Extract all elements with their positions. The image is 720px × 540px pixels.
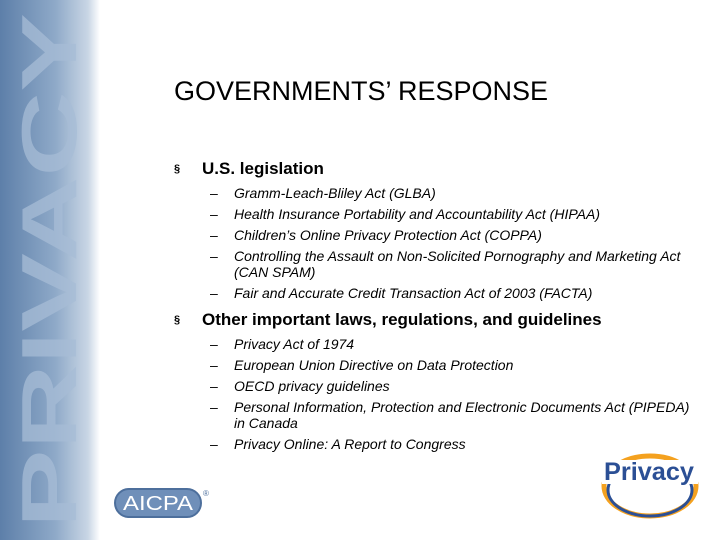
- list-item: [170, 358, 700, 374]
- list-item: [170, 207, 700, 223]
- side-word-privacy: [0, 0, 100, 540]
- other-laws-list: [170, 337, 700, 452]
- list-item-text: Personal Information, Protection and Electronic Documents Act (PIPEDA) in Canada: [234, 399, 690, 431]
- slide-title: GOVERNMENTS’ RESPONSE: [174, 76, 549, 106]
- dash-marker: –: [210, 206, 218, 222]
- us-legislation-list: [170, 186, 700, 301]
- section-heading-text: U.S. legislation: [202, 159, 324, 178]
- registered-mark: ®: [203, 489, 209, 498]
- bullet-marker: §: [174, 163, 181, 175]
- dash-marker: –: [210, 399, 218, 415]
- list-item-text: Privacy Act of 1974: [234, 336, 355, 352]
- dash-marker: –: [210, 227, 218, 243]
- dash-marker: –: [210, 284, 218, 301]
- aicpa-logo-text: AICPA: [123, 493, 194, 515]
- privacy-logo-text: Privacy: [604, 458, 695, 486]
- list-item-text: Gramm-Leach-Bliley Act (GLBA): [234, 185, 436, 201]
- list-item-text: Privacy Online: A Report to Congress: [234, 435, 466, 452]
- list-item-text: Controlling the Assault on Non-Solicited Pornography and Marketing Act (CAN SPAM): [234, 248, 681, 280]
- section-heading-us: [170, 158, 700, 180]
- list-item-text: European Union Directive on Data Protection: [234, 357, 514, 373]
- list-item: [170, 400, 700, 431]
- aicpa-logo: [113, 487, 213, 519]
- list-item-text: Children’s Online Privacy Protection Act (COPPA): [234, 227, 542, 243]
- list-item: [170, 286, 700, 302]
- section-heading-other: [170, 309, 700, 331]
- list-item: [170, 249, 700, 280]
- dash-marker: –: [210, 435, 218, 452]
- list-item-text: Health Insurance Portability and Accountability Act (HIPAA): [234, 206, 600, 222]
- side-word-text: PRIVACY: [5, 187, 93, 528]
- dash-marker: –: [210, 357, 218, 373]
- dash-marker: –: [210, 336, 218, 352]
- section-heading-text: Other important laws, regulations, and guidelines: [202, 310, 602, 329]
- list-item: [170, 337, 700, 353]
- list-item: [170, 379, 700, 395]
- dash-marker: –: [210, 185, 218, 201]
- bullet-marker: §: [174, 314, 181, 326]
- list-item: [170, 228, 700, 244]
- list-item-text: OECD privacy guidelines: [234, 378, 390, 394]
- list-item: [170, 186, 700, 202]
- dash-marker: –: [210, 378, 218, 394]
- list-item-text: Fair and Accurate Credit Transaction Act of 2003 (FACTA): [234, 284, 593, 301]
- dash-marker: –: [210, 248, 218, 264]
- slide-content: [170, 158, 700, 460]
- privacy-seal-logo: [598, 448, 708, 526]
